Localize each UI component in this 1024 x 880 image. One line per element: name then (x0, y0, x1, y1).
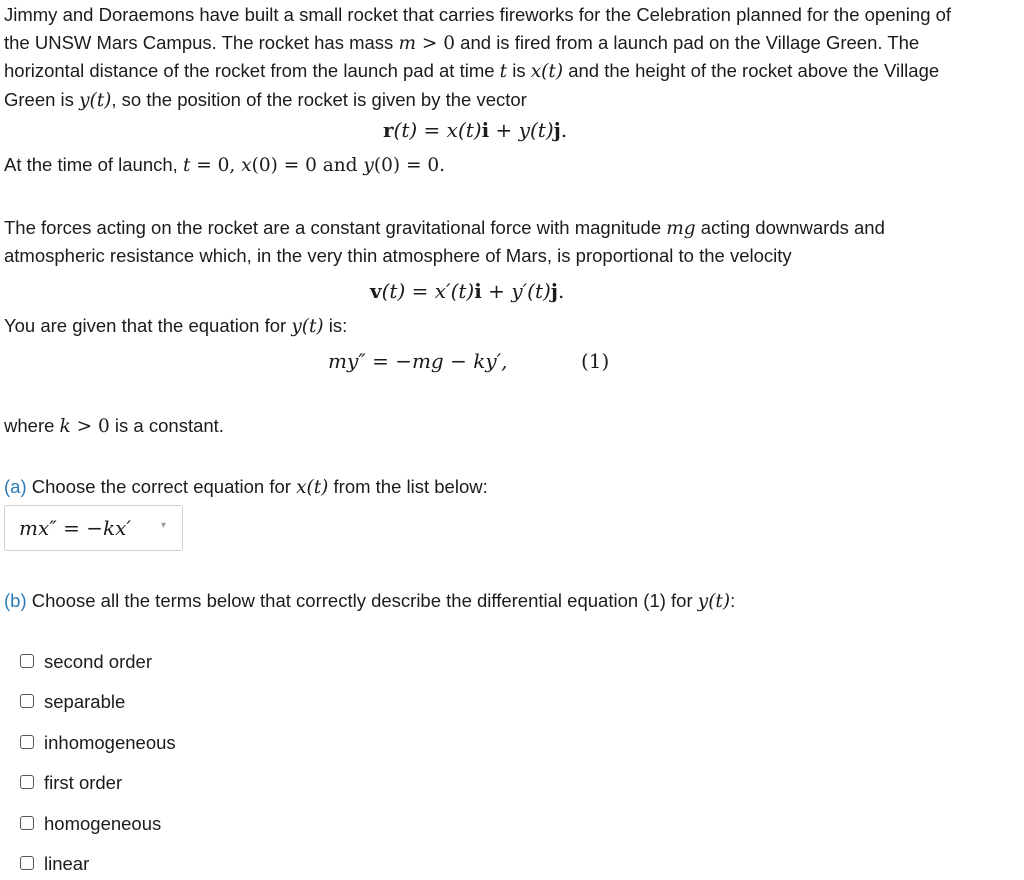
eq-part: x(t) (446, 118, 482, 142)
where-text: is a constant. (109, 415, 224, 436)
eq-part: (0) = 0. (373, 155, 445, 176)
intro-line-1 (4, 0, 951, 29)
eq-part: (t) = (393, 118, 447, 142)
eq-part: . (558, 279, 565, 303)
given-text: You are given that the equation for (4, 315, 292, 336)
equation-1-number (581, 349, 609, 373)
intro-text: the UNSW Mars Campus. The rocket has mass (4, 32, 399, 53)
intro-text: and is fired from a launch pad on the Village Green. The (455, 32, 920, 53)
option-label: first order (44, 772, 123, 793)
chevron-down-icon: ▾ (161, 520, 167, 531)
where-k-constant (4, 411, 224, 441)
intro-text: Jimmy and Doraemons have built a small rocket that carries fireworks for the Celebration planned for the opening of (4, 4, 952, 25)
vector-r: r (383, 118, 394, 142)
eq-part: (t) = (381, 279, 435, 303)
dropdown-selected-value: mx″ = −kx′ (19, 516, 131, 540)
eq-part: t (182, 155, 191, 176)
velocity-vector-equation (370, 279, 564, 303)
math-k: k (59, 416, 71, 437)
intro-text: , so the position of the rocket is given by the vector (111, 89, 527, 110)
launch-conditions (4, 150, 445, 180)
math-y-of-t: y(t) (697, 591, 731, 612)
part-b-prompt (4, 586, 735, 616)
intro-text: is (507, 60, 531, 81)
equation-1 (328, 349, 508, 373)
math-gt-zero: > 0 (70, 416, 110, 437)
eq-part: (0) = 0 and (251, 155, 364, 176)
option-label: linear (44, 853, 90, 874)
intro-line-2 (4, 28, 919, 58)
checkbox[interactable] (20, 694, 34, 708)
part-a-prompt (4, 472, 488, 502)
eq-part: + (489, 118, 519, 142)
option-label: separable (44, 691, 126, 712)
math-t: t (499, 61, 508, 82)
math-m: m (398, 33, 416, 54)
math-gt-zero: > 0 (416, 33, 456, 54)
math-y-of-t: y(t) (79, 90, 112, 111)
equation-1-expression: my″ = −mg − ky′, (328, 349, 508, 373)
unit-j: j (550, 279, 559, 303)
part-b-text: : (730, 590, 736, 611)
checkbox[interactable] (20, 735, 34, 749)
option-label: homogeneous (44, 813, 162, 834)
checkbox[interactable] (20, 816, 34, 830)
intro-text: Green is (4, 89, 80, 110)
forces-text: The forces acting on the rocket are a constant gravitational force with magnitude (4, 217, 667, 238)
option-label: inhomogeneous (44, 732, 176, 753)
part-b-text: Choose all the terms below that correctly describe the differential equation (1) for (26, 590, 698, 611)
checkbox[interactable] (20, 654, 34, 668)
eq-part: x (241, 155, 252, 176)
unit-i: i (474, 279, 482, 303)
eq-part: y(t) (518, 118, 554, 142)
part-a-equation-dropdown[interactable] (4, 505, 183, 551)
math-x-of-t: x(t) (530, 61, 564, 82)
eq-part: y′(t) (511, 279, 551, 303)
forces-text: atmospheric resistance which, in the very thin atmosphere of Mars, is proportional to the velocity (4, 245, 792, 266)
forces-line-1 (4, 213, 885, 243)
intro-line-4 (4, 85, 527, 115)
forces-text: acting downwards and (695, 217, 885, 238)
eq-part: . (560, 118, 568, 142)
part-b-label: (b) (4, 590, 27, 611)
intro-text: horizontal distance of the rocket from the launch pad at time (4, 60, 500, 81)
where-text: where (4, 415, 60, 436)
eq-part: x′(t) (434, 279, 475, 303)
given-equation-intro (4, 311, 347, 341)
equation-number: (1) (581, 349, 610, 373)
math-x-of-t: x(t) (296, 477, 329, 498)
unit-j: j (553, 118, 561, 142)
eq-part: = 0, (190, 155, 242, 176)
part-a-label: (a) (4, 476, 27, 497)
checkbox[interactable] (20, 856, 34, 870)
intro-text: and the height of the rocket above the Village (563, 60, 940, 81)
position-vector-equation (383, 118, 567, 142)
checkbox[interactable] (20, 775, 34, 789)
unit-i: i (481, 118, 490, 142)
launch-text: At the time of launch, (4, 154, 183, 175)
eq-part: y (363, 155, 374, 176)
eq-part: + (481, 279, 512, 303)
part-a-text: from the list below: (328, 476, 488, 497)
part-a-text: Choose the correct equation for (26, 476, 297, 497)
option-label: second order (44, 651, 152, 672)
forces-line-2 (4, 241, 792, 270)
intro-line-3 (4, 56, 939, 86)
given-text: is: (323, 315, 348, 336)
math-mg: mg (666, 218, 696, 239)
math-y-of-t: y(t) (291, 316, 324, 337)
vector-v: v (370, 279, 382, 303)
